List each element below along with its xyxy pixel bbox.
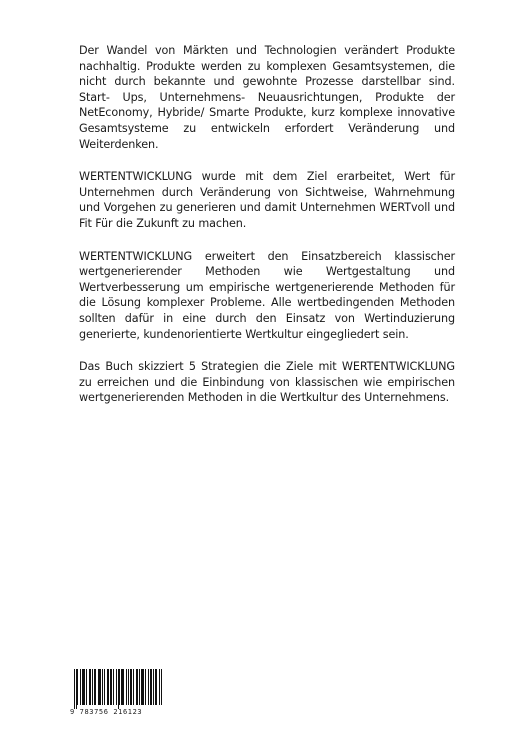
barcode-bar (126, 669, 127, 705)
barcode-bar (108, 669, 109, 705)
barcode-bar (119, 669, 120, 705)
barcode-bar (155, 669, 156, 705)
barcode-bar (86, 669, 87, 705)
barcode-bar (95, 669, 96, 705)
barcode-bar (113, 669, 114, 705)
barcode-bar (89, 669, 90, 705)
barcode-bar (136, 669, 137, 705)
barcode-bar (118, 669, 119, 709)
barcode-bar (80, 669, 81, 705)
barcode-bar (104, 669, 105, 705)
blurb-paragraph-3: WERTENTWICKLUNG erweitert den Einsatzbereich klassischer wertgenerierender Methoden wie Wertgestaltung und Wertverbesserung um empirische wertgenerierende Methoden für die Lösung komplexer Probleme. Alle wertbedingenden Methoden sollten dafür in eine durch den Einsatz von Wertinduzierung generierte, kundenorientierte Wertkultur eingegliedert sein. (79, 249, 455, 341)
barcode-bar (116, 669, 117, 705)
barcode-bar (121, 669, 122, 705)
barcode-bar (74, 669, 75, 709)
blurb-paragraph-2: WERTENTWICKLUNG wurde mit dem Ziel erarbeitet, Wert für Unternehmen durch Veränderung von Sichtweise, Wahrnehmung und Vorgehen zu generieren und damit Unternehmen WERTvoll und Fit Für die Zukunft zu machen. (79, 170, 455, 230)
barcode-bar (159, 669, 160, 705)
barcode-bar (92, 669, 93, 705)
barcode-bar (133, 669, 134, 705)
barcode-bar (143, 669, 144, 705)
barcode-bar (94, 669, 95, 705)
barcode-bar (123, 669, 124, 705)
barcode-bar (156, 669, 157, 705)
barcode-bar (77, 669, 78, 705)
barcode-bar (141, 669, 142, 705)
barcode-bar (148, 669, 149, 705)
barcode-bar (102, 669, 103, 705)
barcode-bar (161, 669, 162, 705)
barcode-bar (122, 669, 123, 705)
barcode-bar (153, 669, 154, 705)
barcode-bar (142, 669, 143, 705)
barcode-bars-icon (74, 669, 164, 709)
barcode-bar (150, 669, 151, 705)
barcode-bar (111, 669, 112, 705)
barcode-bar (128, 669, 129, 705)
blurb-paragraph-4: Das Buch skizziert 5 Strategien die Ziele mit WERTENTWICKLUNG zu erreichen und die Einbindung von klassischen wie empirischen wertgenerierenden Methoden in die Wertkultur des Unternehmens. (79, 360, 455, 405)
barcode-bar (145, 669, 146, 705)
barcode-bar (137, 669, 138, 705)
barcode-bar (107, 669, 108, 705)
blurb-text (79, 43, 455, 423)
blurb-paragraph-1: Der Wandel von Märkten und Technologien verändert Produkte nachhaltig. Produkte werden zu komplexen Gesamtsystemen, die nicht durch bekannte und gewohnte Prozesse darstellbar sind. Start- Ups, Unternehmens- Neuausrichtungen, Produkte der NetEconomy, Hybride/ Smarte Produkte, kurz komplexe innovative Gesamtsysteme zu entwickeln erfordert Veränderung und Weiterdenken. (79, 44, 455, 151)
barcode-bar (130, 669, 131, 705)
barcode-bar (90, 669, 91, 705)
barcode-bar (76, 669, 77, 709)
barcode-bar (82, 669, 83, 705)
barcode-bar (139, 669, 140, 705)
barcode-bar (100, 669, 101, 705)
barcode-bar (131, 669, 132, 705)
barcode-bar (99, 669, 100, 705)
isbn-barcode (70, 668, 168, 728)
barcode-bar (83, 669, 84, 705)
barcode-bar (110, 669, 111, 705)
barcode-bar (98, 669, 99, 705)
barcode-bar (84, 669, 85, 705)
isbn-number: 9 783756 216123 (70, 708, 143, 716)
barcode-bar (151, 669, 152, 705)
